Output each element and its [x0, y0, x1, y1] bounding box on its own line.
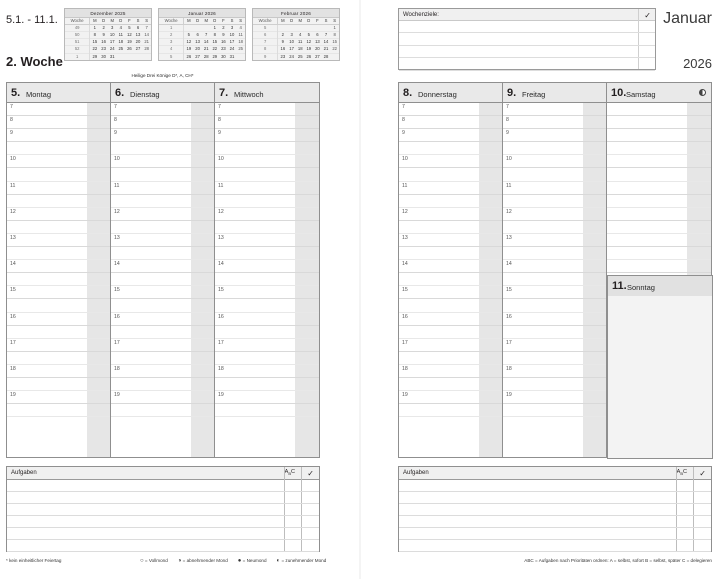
hour-row[interactable]: 11 [215, 182, 319, 195]
hour-label: 12 [10, 208, 16, 215]
day-column-mittwoch[interactable] [215, 83, 319, 457]
hour-row-sub[interactable] [7, 326, 110, 339]
mini-calendar-table [65, 18, 151, 60]
abc-priority-label: $A_BC$ [676, 469, 687, 477]
tasks-box-right [398, 466, 712, 552]
hour-label: 15 [10, 287, 16, 294]
hour-row-sub[interactable] [7, 404, 110, 417]
hour-row-sub[interactable] [7, 195, 110, 208]
day-name: Dienstag [130, 90, 160, 99]
mini-calendar-title: Februar 2026 [253, 9, 339, 18]
weekly-goals-box[interactable] [398, 8, 656, 70]
moon-legend-item: ◐ = zunehmender Mond [276, 558, 327, 564]
hour-row[interactable] [7, 313, 110, 326]
hour-row-sub[interactable] [111, 168, 214, 181]
hour-row[interactable] [7, 116, 110, 129]
day-number: 8. [403, 87, 413, 99]
hour-row[interactable]: 8 [111, 116, 214, 129]
task-row[interactable] [399, 528, 711, 540]
day-number: 5. [11, 87, 21, 99]
hour-row[interactable]: 14 [111, 260, 214, 273]
abc-footnote: ABC = Aufgaben nach Prioritäten ordnen: A = selbst, sofort B = selbst, später C = delegieren [524, 558, 712, 563]
hour-row[interactable]: 9 [111, 129, 214, 142]
hour-row-sub[interactable] [215, 142, 319, 155]
hour-row[interactable] [607, 182, 711, 195]
hour-row-sub[interactable] [111, 142, 214, 155]
hour-row[interactable]: 12 [111, 208, 214, 221]
task-row[interactable] [7, 480, 319, 492]
check-icon: ✓ [699, 468, 706, 478]
abc-priority-label: $A_BC$ [284, 469, 295, 477]
mini-col-tue: D [99, 18, 108, 25]
hour-label: 7 [10, 104, 13, 110]
hour-row[interactable] [7, 155, 110, 168]
goal-row[interactable] [399, 46, 655, 58]
hour-row-sub[interactable] [7, 352, 110, 365]
day-number: 10. [611, 87, 627, 99]
hour-row[interactable]: 12 [399, 208, 502, 221]
hour-row[interactable]: 7 [503, 103, 606, 116]
hour-label: 19 [10, 392, 16, 399]
mini-col-thu: D [117, 18, 126, 25]
hour-row[interactable]: 16 [215, 313, 319, 326]
hour-row-sub[interactable] [503, 326, 606, 339]
hour-row[interactable]: 12 [215, 208, 319, 221]
hour-row-sub[interactable] [7, 378, 110, 391]
hour-row-sub[interactable] [111, 247, 214, 260]
task-row[interactable] [399, 480, 711, 492]
hour-row-sub[interactable] [503, 195, 606, 208]
week-number: 2. Woche [6, 54, 63, 69]
mini-row: 4 19 20 21 22 23 24 25 [159, 46, 245, 53]
hour-label: 11 [10, 182, 16, 189]
hour-row-sub[interactable] [503, 168, 606, 181]
holiday-note: Heilige Drei Könige D*, A, CH* [131, 73, 194, 78]
hour-row[interactable]: 14 [399, 260, 502, 273]
hour-row-sub[interactable] [399, 247, 502, 260]
weekly-goals-label: Wochenziele: [403, 11, 439, 18]
hour-row-sub[interactable] [503, 247, 606, 260]
hour-row-sub[interactable] [111, 273, 214, 286]
hour-label: 9 [10, 130, 13, 137]
hour-row[interactable] [7, 129, 110, 142]
day-name: Freitag [522, 90, 546, 99]
day-column-dienstag[interactable] [111, 73, 215, 457]
mini-calendar-table: Woche M D M D F S S 5 1 6 2 3 4 5 6 7 8 7 9 10 11 12 13 14 15 8 16 17 18 19 20 21 22 9 23 24 25 26 27 28 [253, 18, 339, 60]
mini-row: 5 1 [253, 24, 339, 31]
hour-row-sub[interactable] [7, 168, 110, 181]
mini-calendar-december [64, 8, 152, 61]
hour-row-sub[interactable] [111, 221, 214, 234]
hour-row[interactable]: 15 [399, 286, 502, 299]
hour-row[interactable]: 16 [111, 313, 214, 326]
task-row[interactable] [399, 504, 711, 516]
mini-col-mon: M [90, 18, 100, 25]
hour-row-sub[interactable] [7, 299, 110, 312]
check-icon: ✓ [307, 468, 314, 478]
tasks-box-left [6, 466, 320, 552]
year-title: 2026 [683, 56, 712, 71]
task-row[interactable] [399, 516, 711, 528]
new-moon-icon: ● [237, 558, 242, 564]
hour-row-sub[interactable] [399, 195, 502, 208]
mini-row: 51 15 16 17 18 19 20 21 [65, 39, 151, 46]
hour-row-sub[interactable] [399, 221, 502, 234]
hour-row-sub[interactable] [503, 142, 606, 155]
day-name: Donnerstag [418, 90, 457, 99]
hour-row[interactable]: 8 [215, 116, 319, 129]
hour-row-sub[interactable] [7, 247, 110, 260]
day-name: Mittwoch [234, 90, 264, 99]
hour-row[interactable]: 8 [399, 116, 502, 129]
hour-row[interactable]: 16 [399, 313, 502, 326]
hour-row[interactable] [607, 234, 711, 247]
mini-calendar-february [252, 8, 340, 61]
day-header [7, 83, 110, 103]
hour-row-sub[interactable] [215, 378, 319, 391]
mini-row: 1 1 2 3 4 [159, 24, 245, 31]
holiday-footnote: * kein einheitlicher Feiertag [6, 558, 62, 563]
hour-row-sub[interactable] [503, 404, 606, 417]
mini-col-sat: S [134, 18, 143, 25]
hour-row-sub[interactable] [399, 273, 502, 286]
hour-row[interactable] [7, 391, 110, 404]
hour-row[interactable] [607, 116, 711, 129]
hour-row[interactable]: 14 [215, 260, 319, 273]
mini-row: 5 26 27 28 29 30 31 [159, 53, 245, 60]
hour-label: 16 [10, 313, 16, 320]
mini-col-wed: M [108, 18, 117, 25]
hour-row[interactable]: 14 [503, 260, 606, 273]
hour-label: 10 [10, 156, 16, 163]
hour-row[interactable]: 17 [399, 339, 502, 352]
goal-row[interactable] [399, 33, 655, 45]
day-number: 7. [219, 87, 229, 99]
moon-phase-icon [699, 89, 706, 96]
hour-row-sub[interactable] [503, 273, 606, 286]
hour-row-sub[interactable] [607, 142, 711, 155]
day-name: Samstag [626, 90, 656, 99]
hour-row-sub[interactable] [215, 299, 319, 312]
mini-row: 50 8 9 10 11 12 13 14 [65, 31, 151, 38]
mini-calendars [64, 8, 340, 61]
hour-row[interactable]: 9 [215, 129, 319, 142]
mini-calendar-title: Dezember 2025 [65, 9, 151, 18]
mini-row: 8 16 17 18 19 20 21 22 [253, 46, 339, 53]
weekly-goals-rows [399, 21, 655, 69]
tasks-label: Aufgaben [403, 470, 429, 476]
hour-row[interactable]: 19 [503, 391, 606, 404]
hour-row-sub[interactable] [215, 221, 319, 234]
hour-row-sub[interactable] [215, 326, 319, 339]
hour-row-sub[interactable] [215, 273, 319, 286]
hour-row[interactable]: 8 [503, 116, 606, 129]
hour-row[interactable]: 13 [399, 234, 502, 247]
hour-row-sub[interactable] [111, 326, 214, 339]
mini-row: 7 9 10 11 12 13 14 15 [253, 39, 339, 46]
hour-row[interactable]: 7 [399, 103, 502, 116]
hour-row-sub[interactable] [503, 221, 606, 234]
moon-legend-item: ○ = Vollmond [140, 558, 168, 564]
moon-legend-item: ◑ = abnehmender Mond [177, 558, 228, 564]
hour-row-sub[interactable] [7, 221, 110, 234]
hour-row[interactable]: 9 [399, 129, 502, 142]
hour-row[interactable]: 19 [399, 391, 502, 404]
tasks-rows [7, 480, 319, 551]
hour-row[interactable] [7, 208, 110, 221]
task-row[interactable] [399, 540, 711, 552]
mini-row: 1 29 30 31 [65, 53, 151, 60]
hour-row[interactable]: 7 [111, 103, 214, 116]
hour-row-sub[interactable] [7, 142, 110, 155]
day-header [399, 83, 502, 103]
hour-label: 18 [10, 365, 16, 372]
mini-row: 52 22 23 24 25 26 27 28 [65, 46, 151, 53]
mini-col-week: Woche [65, 18, 90, 25]
day-column-donnerstag[interactable] [399, 83, 503, 457]
day-name: Sonntag [627, 283, 655, 292]
hour-row[interactable]: 13 [503, 234, 606, 247]
hour-row[interactable]: 13 [111, 234, 214, 247]
day-name: Montag [26, 90, 52, 99]
hour-row[interactable]: 11 [503, 182, 606, 195]
day-header [608, 276, 712, 296]
hour-row[interactable] [7, 182, 110, 195]
mini-row: 3 12 13 14 15 16 17 18 [159, 39, 245, 46]
hour-row-sub[interactable] [607, 247, 711, 260]
hour-row[interactable]: 10 [111, 155, 214, 168]
hour-row-sub[interactable] [503, 352, 606, 365]
hour-label: 14 [10, 261, 16, 268]
task-row[interactable] [7, 492, 319, 504]
hour-row[interactable] [607, 103, 711, 116]
hour-row[interactable] [607, 155, 711, 168]
hour-row-sub[interactable] [215, 168, 319, 181]
hour-rows [215, 103, 319, 457]
hour-row-sub[interactable] [215, 352, 319, 365]
hour-row-sub[interactable] [215, 247, 319, 260]
moon-legend [140, 558, 326, 564]
hour-row-sub[interactable] [399, 378, 502, 391]
hour-label: 13 [10, 234, 16, 241]
task-row[interactable] [399, 492, 711, 504]
hour-row[interactable]: 18 [215, 365, 319, 378]
hour-row[interactable] [607, 129, 711, 142]
mini-row: 2 5 6 7 8 9 10 11 [159, 31, 245, 38]
hour-row-sub[interactable] [607, 168, 711, 181]
day-header [215, 83, 319, 103]
day-column-freitag[interactable] [503, 83, 607, 457]
hour-rows [503, 103, 606, 457]
hour-row-sub[interactable] [399, 142, 502, 155]
mini-row: 49 1 2 3 4 5 6 7 [65, 24, 151, 31]
day-column-montag[interactable] [7, 83, 111, 457]
hour-row-sub[interactable] [399, 352, 502, 365]
mini-row: 9 23 24 25 26 27 28 [253, 53, 339, 60]
task-row[interactable] [7, 516, 319, 528]
mini-col-sun: S [142, 18, 151, 25]
hour-row[interactable]: 9 [503, 129, 606, 142]
hour-row-sub[interactable] [215, 404, 319, 417]
hour-row-sub[interactable] [503, 299, 606, 312]
mini-calendar-table: Woche M D M D F S S 1 1 2 3 4 2 5 6 7 8 9 10 11 3 12 13 14 15 16 17 18 4 19 20 21 22 23 24 25 5 26 27 28 29 30 31 [159, 18, 245, 60]
hour-label: 8 [10, 117, 13, 124]
waxing-moon-icon: ◐ [276, 558, 281, 564]
hour-row[interactable] [7, 260, 110, 273]
hour-row[interactable] [7, 365, 110, 378]
day-number: 9. [507, 87, 517, 99]
hour-label: 17 [10, 339, 16, 346]
hour-row[interactable]: 19 [111, 391, 214, 404]
hour-row[interactable]: 17 [215, 339, 319, 352]
hour-rows [399, 103, 502, 457]
weekly-goals-header [399, 9, 655, 21]
right-page [360, 0, 720, 579]
hour-row[interactable] [7, 234, 110, 247]
hour-row-sub[interactable] [215, 195, 319, 208]
hour-row[interactable]: 15 [503, 286, 606, 299]
goal-row[interactable] [399, 58, 655, 70]
hour-row[interactable] [7, 339, 110, 352]
mini-calendar-january [158, 8, 246, 61]
hour-row-sub[interactable] [399, 299, 502, 312]
hour-row[interactable]: 10 [503, 155, 606, 168]
goal-row[interactable] [399, 21, 655, 33]
hour-row[interactable] [7, 286, 110, 299]
hour-row-sub[interactable] [399, 326, 502, 339]
hour-row[interactable]: 11 [399, 182, 502, 195]
hour-row[interactable]: 10 [399, 155, 502, 168]
day-grid-right [398, 82, 712, 458]
hour-row[interactable]: 7 [215, 103, 319, 116]
week-range: 5.1. - 11.1. [6, 14, 58, 26]
full-moon-icon: ○ [140, 558, 144, 564]
hour-row[interactable]: 12 [503, 208, 606, 221]
hour-row[interactable]: 18 [399, 365, 502, 378]
hour-row-sub[interactable] [111, 378, 214, 391]
day-grid-left [6, 73, 320, 458]
hour-row[interactable]: 18 [111, 365, 214, 378]
mini-row: 6 2 3 4 5 6 7 8 [253, 31, 339, 38]
task-row[interactable] [7, 528, 319, 540]
hour-row[interactable]: 17 [503, 339, 606, 352]
hour-row[interactable]: 10 [215, 155, 319, 168]
month-title: Januar [663, 10, 712, 27]
hour-row[interactable] [7, 103, 110, 116]
task-row[interactable] [7, 504, 319, 516]
hour-rows [7, 103, 110, 457]
mini-col-fri: F [125, 18, 134, 25]
hour-row-sub[interactable] [111, 404, 214, 417]
hour-row-sub[interactable] [503, 378, 606, 391]
hour-row-sub[interactable] [399, 168, 502, 181]
hour-row[interactable]: 11 [111, 182, 214, 195]
hour-row[interactable] [607, 260, 711, 273]
task-row[interactable] [7, 540, 319, 552]
hour-row-sub[interactable] [607, 195, 711, 208]
hour-row-sub[interactable] [111, 352, 214, 365]
hour-row[interactable]: 18 [503, 365, 606, 378]
tasks-rows [399, 480, 711, 551]
hour-rows [111, 103, 214, 457]
hour-row-sub[interactable] [607, 221, 711, 234]
hour-row[interactable]: 15 [111, 286, 214, 299]
mini-calendar-title: Januar 2026 [159, 9, 245, 18]
day-header [111, 73, 214, 103]
hour-row-sub[interactable] [111, 299, 214, 312]
hour-row[interactable]: 16 [503, 313, 606, 326]
hour-row[interactable]: 17 [111, 339, 214, 352]
day-header [607, 83, 711, 103]
waning-moon-icon: ◑ [177, 558, 182, 564]
hour-row-sub[interactable] [7, 273, 110, 286]
moon-legend-item: ● = Neumond [237, 558, 267, 564]
day-number: 6. [115, 87, 125, 99]
tasks-header [399, 467, 711, 480]
check-icon: ✓ [644, 10, 651, 20]
day-header [503, 83, 606, 103]
hour-row-sub[interactable] [111, 195, 214, 208]
day-block-sonntag[interactable] [607, 275, 713, 459]
tasks-label: Aufgaben [11, 470, 37, 476]
hour-row[interactable]: 13 [215, 234, 319, 247]
hour-row-sub[interactable] [399, 404, 502, 417]
hour-row[interactable]: 19 [215, 391, 319, 404]
hour-row[interactable]: 15 [215, 286, 319, 299]
hour-row[interactable] [607, 208, 711, 221]
day-number: 11. [612, 280, 627, 292]
tasks-header [7, 467, 319, 480]
